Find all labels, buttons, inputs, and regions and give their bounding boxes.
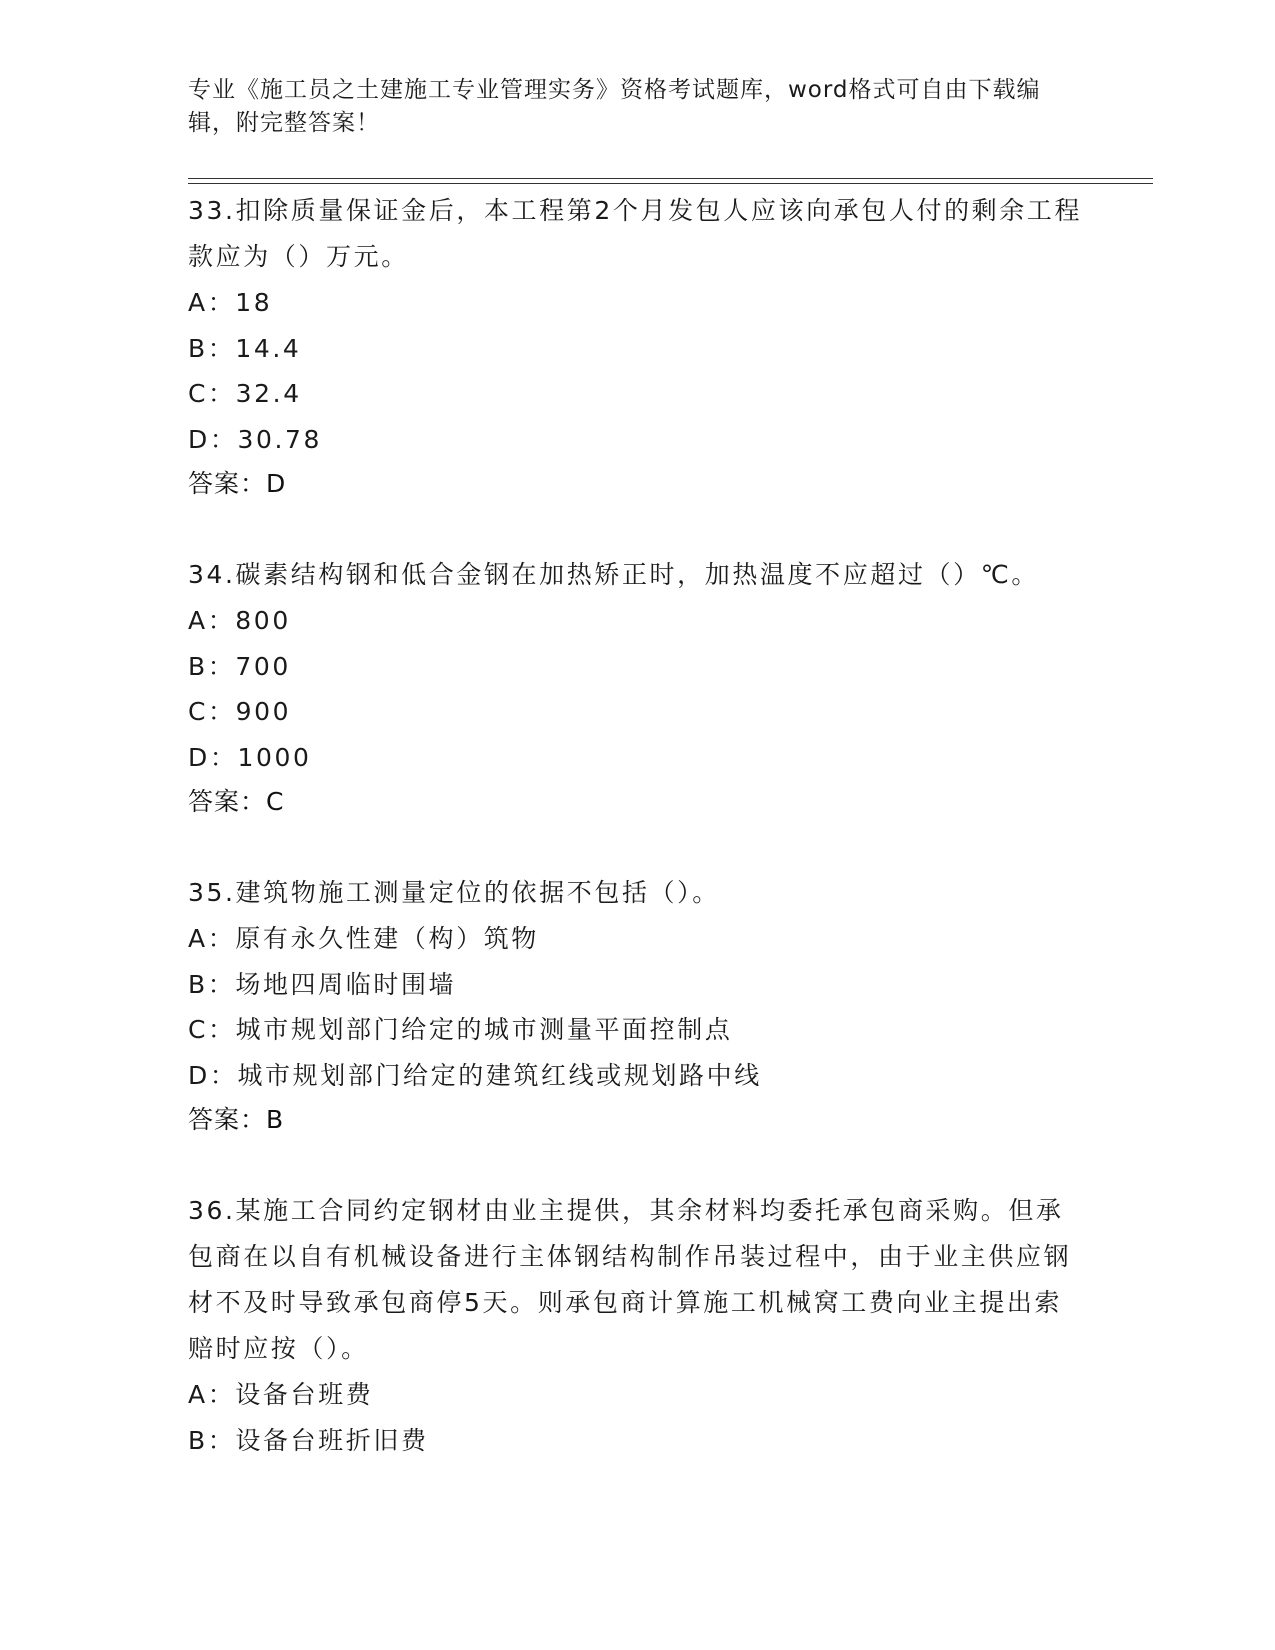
- option-c: C：32.4: [188, 379, 302, 408]
- question-36: [188, 1188, 1088, 1463]
- option-b: B：700: [188, 651, 291, 681]
- question-35: [188, 870, 1088, 1142]
- option-d: D：城市规划部门给定的建筑红线或规划路中线: [188, 1060, 762, 1090]
- question-stem: 36.某施工合同约定钢材由业主提供，其余材料均委托承包商采购。但承包商在以自有机械设备进行主体钢结构制作吊装过程中，由于业主供应钢材不及时导致承包商停5天。则承包商计算施工机械窝工费向业主提出索赔时应按（）。: [188, 1196, 1072, 1363]
- option-b: B：14.4: [188, 333, 302, 363]
- answer: 答案：D: [188, 469, 287, 498]
- question-33: [188, 188, 1088, 506]
- option-d: D：30.78: [188, 424, 323, 454]
- question-stem: 33.扣除质量保证金后，本工程第2个月发包人应该向承包人付的剩余工程款应为（）万元。: [188, 196, 1083, 271]
- answer: 答案：C: [188, 787, 285, 816]
- document-header: 专业《施工员之土建施工专业管理实务》资格考试题库，word格式可自由下载编辑，附完整答案！: [188, 77, 1041, 136]
- question-stem: 35.建筑物施工测量定位的依据不包括（）。: [188, 878, 720, 907]
- option-a: A：800: [188, 606, 291, 635]
- option-b: B：设备台班折旧费: [188, 1425, 429, 1455]
- option-c: C：城市规划部门给定的城市测量平面控制点: [188, 1015, 733, 1044]
- question-stem: 34.碳素结构钢和低合金钢在加热矫正时，加热温度不应超过（）℃。: [188, 560, 1040, 589]
- option-b: B：场地四周临时围墙: [188, 969, 457, 999]
- option-a: A：原有永久性建（构）筑物: [188, 924, 539, 953]
- answer: 答案：B: [188, 1105, 285, 1134]
- header-divider-top: [188, 178, 1153, 179]
- option-c: C：900: [188, 697, 292, 726]
- option-a: A：18: [188, 288, 273, 317]
- question-34: [188, 552, 1088, 824]
- option-a: A：设备台班费: [188, 1380, 374, 1409]
- option-d: D：1000: [188, 742, 312, 772]
- header-divider-bottom: [188, 183, 1153, 184]
